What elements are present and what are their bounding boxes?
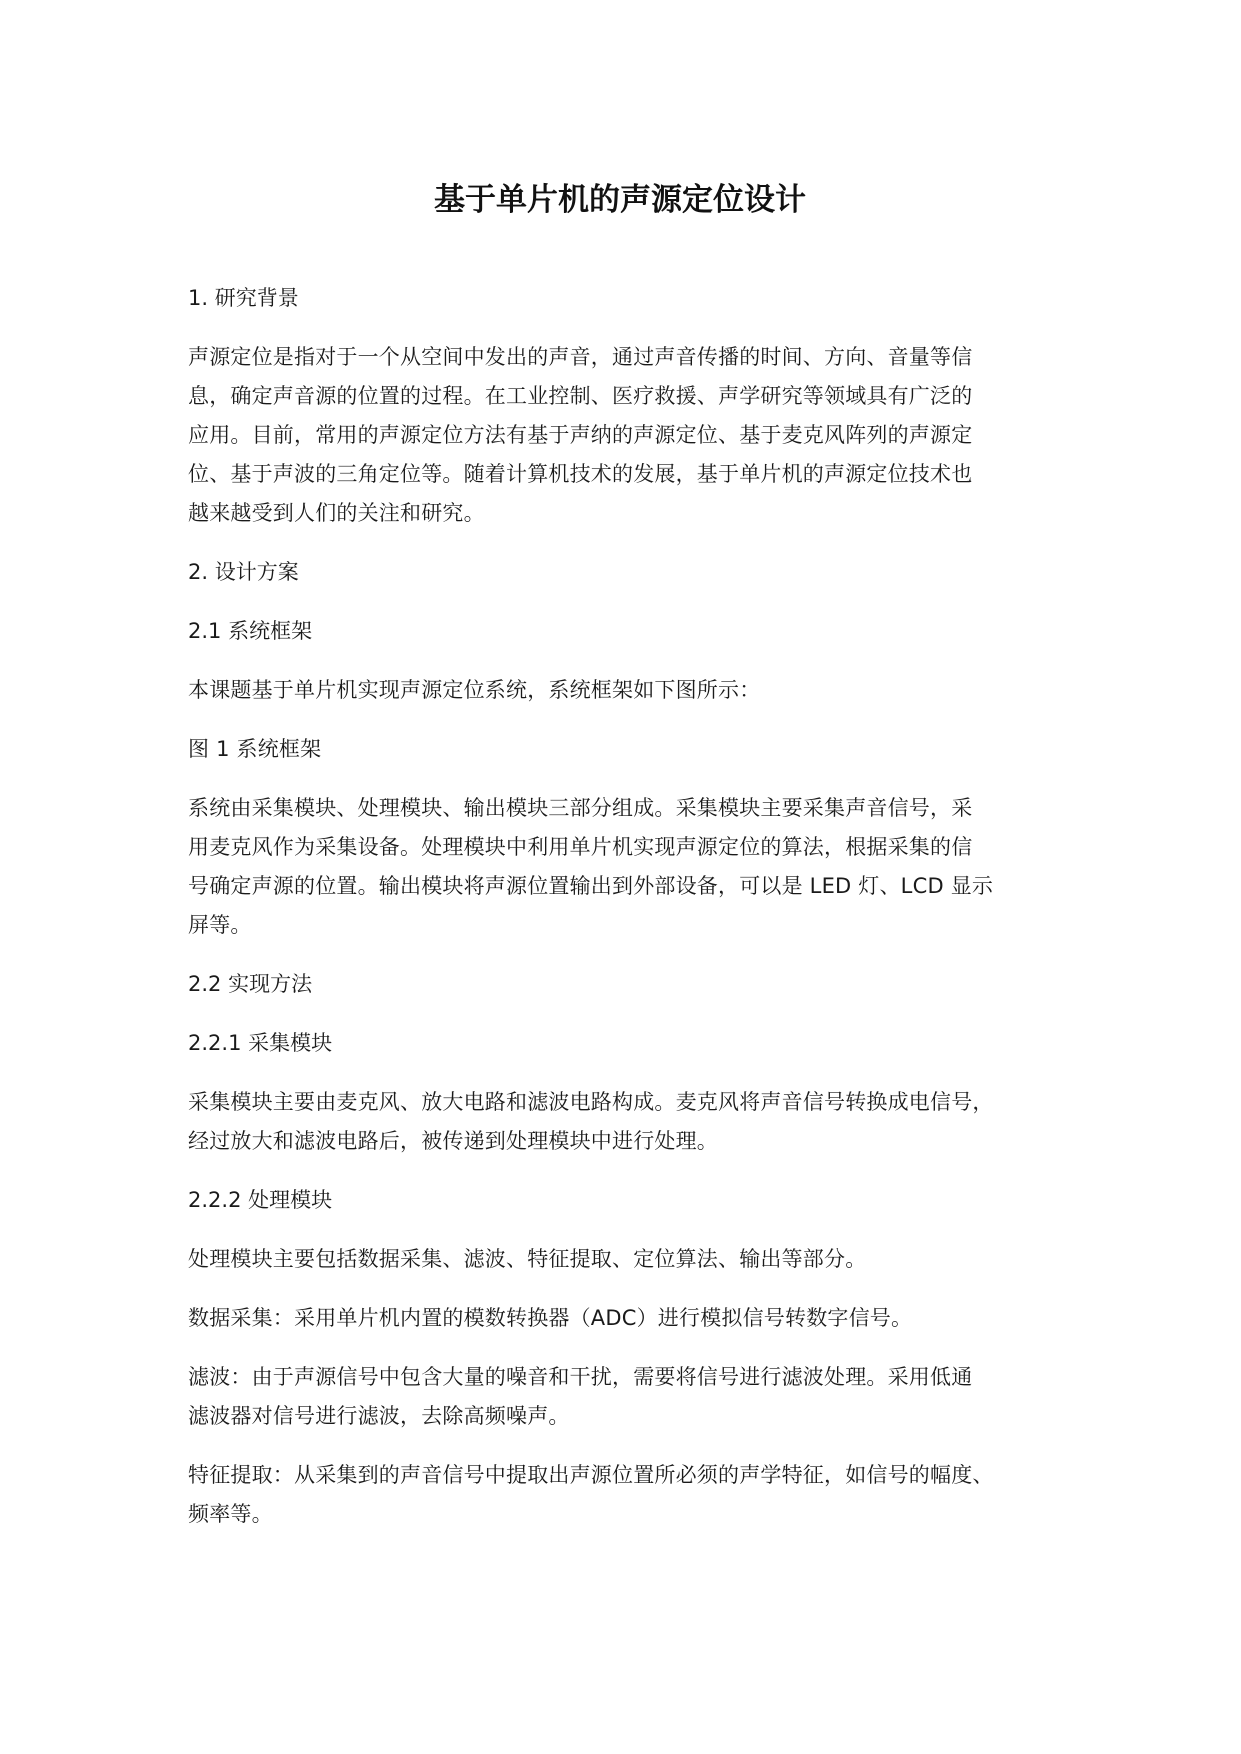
paragraph-line: 声源定位是指对于一个从空间中发出的声音，通过声音传播的时间、方向、音量等信 [188, 345, 973, 369]
paragraph-line: 息，确定声音源的位置的过程。在工业控制、医疗救援、声学研究等领域具有广泛的 [188, 384, 973, 408]
section-heading: 1. 研究背景 [188, 286, 299, 310]
paragraph-line: 数据采集：采用单片机内置的模数转换器（ADC）进行模拟信号转数字信号。 [188, 1306, 913, 1330]
paragraph-line: 图 1 系统框架 [188, 737, 322, 761]
paragraph-line: 处理模块主要包括数据采集、滤波、特征提取、定位算法、输出等部分。 [188, 1247, 867, 1271]
paragraph-line: 应用。目前，常用的声源定位方法有基于声纳的声源定位、基于麦克风阵列的声源定 [188, 423, 973, 447]
paragraph [188, 789, 1088, 945]
document-blocks [188, 279, 1088, 1534]
paragraph-line: 采集模块主要由麦克风、放大电路和滤波电路构成。麦克风将声音信号转换成电信号， [188, 1090, 994, 1114]
paragraph-line: 特征提取：从采集到的声音信号中提取出声源位置所必须的声学特征，如信号的幅度、 [188, 1463, 994, 1487]
paragraph-line: 用麦克风作为采集设备。处理模块中利用单片机实现声源定位的算法，根据采集的信 [188, 835, 973, 859]
paragraph-line: 屏等。 [188, 913, 252, 937]
section-heading: 2.2.2 处理模块 [188, 1188, 333, 1212]
paragraph-line: 滤波器对信号进行滤波，去除高频噪声。 [188, 1404, 570, 1428]
paragraph-line: 号确定声源的位置。输出模块将声源位置输出到外部设备，可以是 LED 灯、LCD 显示 [188, 874, 994, 898]
paragraph [188, 1299, 1088, 1338]
section-heading: 2.2.1 采集模块 [188, 1031, 333, 1055]
paragraph-line: 频率等。 [188, 1502, 273, 1526]
paragraph [188, 1456, 1088, 1534]
paragraph-line: 经过放大和滤波电路后，被传递到处理模块中进行处理。 [188, 1129, 718, 1153]
paragraph [188, 730, 1088, 769]
section-heading: 2.2 实现方法 [188, 972, 313, 996]
document-body [188, 175, 1088, 1554]
paragraph-line: 滤波：由于声源信号中包含大量的噪音和干扰，需要将信号进行滤波处理。采用低通 [188, 1365, 973, 1389]
paragraph [188, 671, 1088, 710]
paragraph-line: 系统由采集模块、处理模块、输出模块三部分组成。采集模块主要采集声音信号，采 [188, 796, 973, 820]
paragraph [188, 1240, 1088, 1279]
paragraph [188, 1083, 1088, 1161]
paragraph-line: 本课题基于单片机实现声源定位系统，系统框架如下图所示： [188, 678, 761, 702]
paragraph [188, 338, 1088, 533]
paragraph-line: 位、基于声波的三角定位等。随着计算机技术的发展，基于单片机的声源定位技术也 [188, 462, 973, 486]
section-heading: 2. 设计方案 [188, 560, 299, 584]
section-heading: 2.1 系统框架 [188, 619, 313, 643]
document-title: 基于单片机的声源定位设计 [434, 182, 806, 218]
paragraph [188, 1358, 1088, 1436]
paragraph-line: 越来越受到人们的关注和研究。 [188, 501, 485, 525]
